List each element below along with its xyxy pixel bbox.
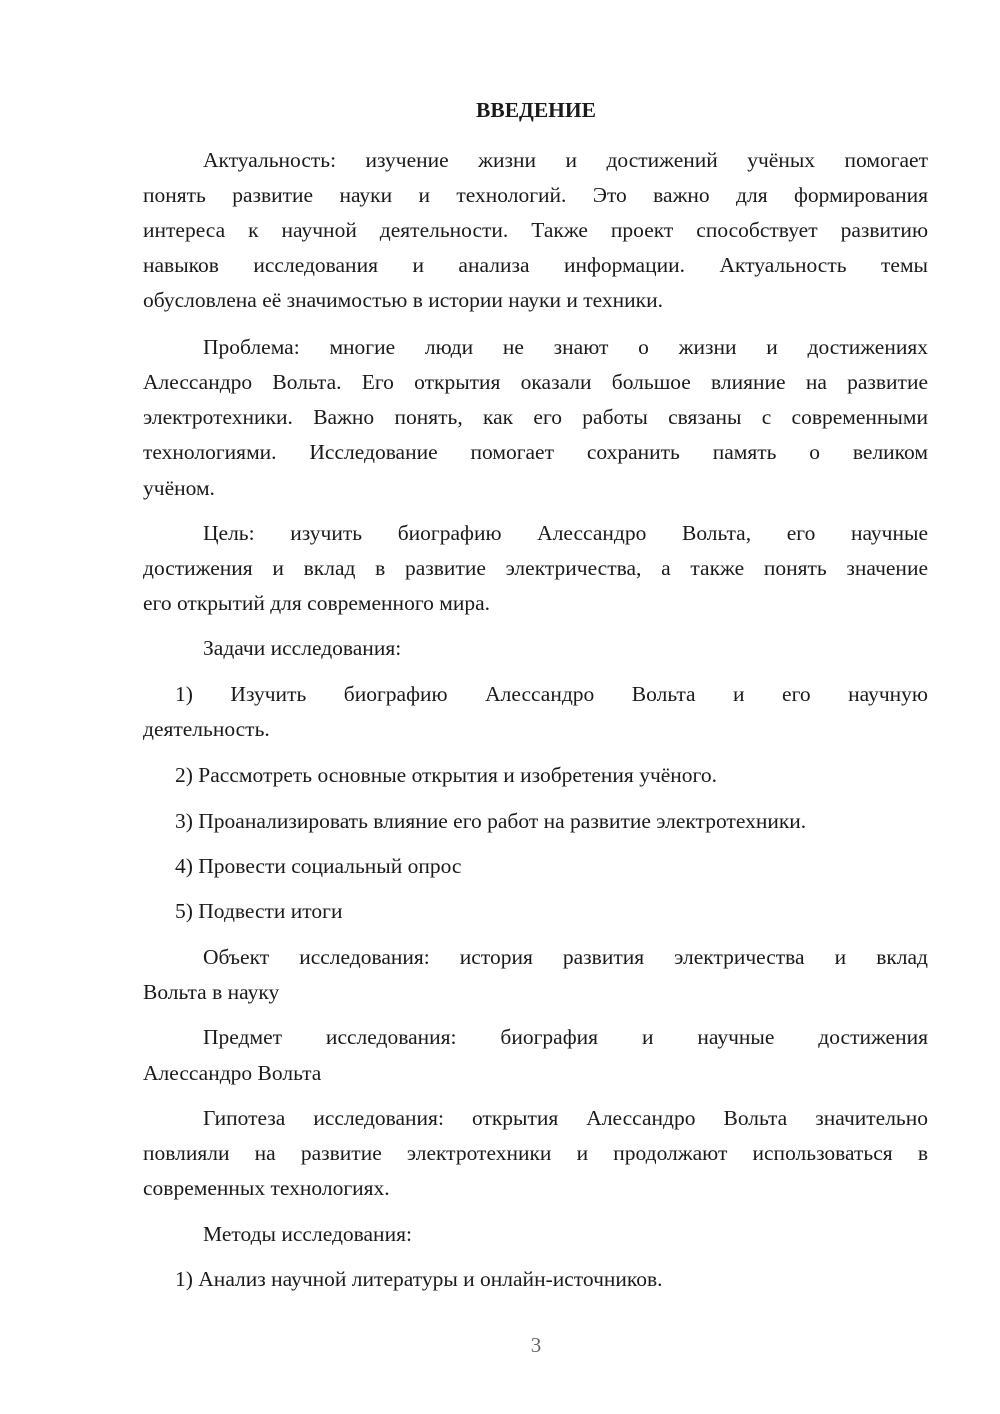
text-line: обусловлена её значимостью в истории науки и техники. [143, 288, 663, 312]
text-line: технологиями. Исследование помогает сохранить память о великом [143, 440, 928, 464]
text-line: Объект исследования: история развития электричества и вклад [203, 945, 928, 969]
text-line: его открытий для современного мира. [143, 591, 491, 615]
task-item: 2) Рассмотреть основные открытия и изобретения учёного. [175, 763, 717, 787]
page-number: 3 [530, 1333, 542, 1357]
text-line: учёном. [143, 476, 215, 500]
text-line: электротехники. Важно понять, как его работы связаны с современными [143, 405, 928, 429]
task-item: 4) Провести социальный опрос [175, 854, 462, 878]
section-title: ВВЕДЕНИЕ [476, 98, 596, 122]
text-line: Актуальность: изучение жизни и достижений учёных помогает [203, 148, 928, 172]
text-line: Гипотеза исследования: открытия Алессандро Вольта значительно [203, 1106, 928, 1130]
text-line: Предмет исследования: биография и научные достижения [203, 1025, 928, 1049]
methods-heading: Методы исследования: [203, 1222, 412, 1246]
text-line: повлияли на развитие электротехники и продолжают использоваться в [143, 1141, 928, 1165]
text-line: Вольта в науку [143, 980, 280, 1004]
text-line: понять развитие науки и технологий. Это важно для формирования [143, 183, 928, 207]
text-line: современных технологиях. [143, 1176, 390, 1200]
task-item-continuation: деятельность. [143, 717, 270, 741]
text-line: Алессандро Вольта [143, 1061, 322, 1085]
method-item: 1) Анализ научной литературы и онлайн-источников. [175, 1267, 663, 1291]
text-line: Цель: изучить биографию Алессандро Вольта, его научные [203, 521, 928, 545]
text-line: Алессандро Вольта. Его открытия оказали большое влияние на развитие [143, 370, 928, 394]
task-item: 3) Проанализировать влияние его работ на развитие электротехники. [175, 809, 807, 833]
task-item: 1) Изучить биографию Алессандро Вольта и его научную [175, 682, 928, 706]
tasks-heading: Задачи исследования: [203, 636, 402, 660]
task-item: 5) Подвести итоги [175, 899, 343, 923]
text-line: Проблема: многие люди не знают о жизни и достижениях [203, 335, 928, 359]
text-line: интереса к научной деятельности. Также проект способствует развитию [143, 218, 928, 242]
text-line: достижения и вклад в развитие электричества, а также понять значение [143, 556, 928, 580]
text-line: навыков исследования и анализа информации. Актуальность темы [143, 253, 928, 277]
